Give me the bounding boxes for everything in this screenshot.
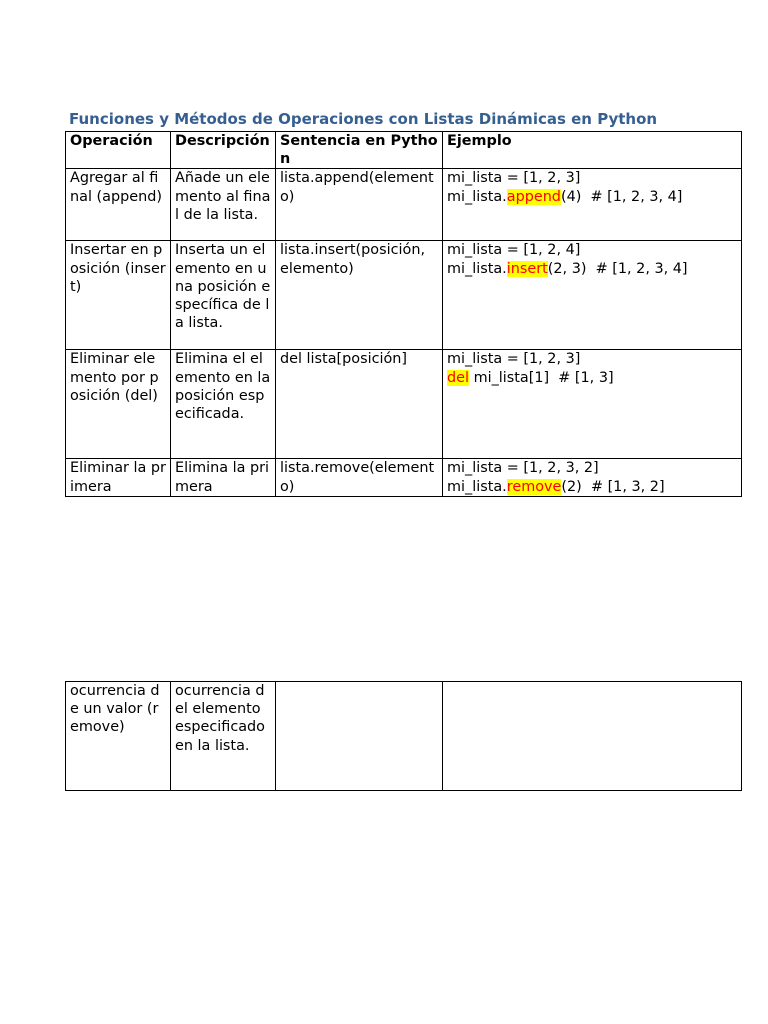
cell-example bbox=[443, 459, 742, 496]
example-suffix: (4) # [1, 2, 3, 4] bbox=[560, 188, 683, 205]
cell-example bbox=[443, 682, 742, 791]
example-prefix: mi_lista. bbox=[447, 188, 507, 205]
example-line: mi_lista = [1, 2, 3, 2] bbox=[447, 460, 599, 477]
operations-table-continued bbox=[65, 681, 742, 791]
table-row bbox=[66, 459, 742, 496]
table-row bbox=[66, 350, 742, 459]
highlighted-keyword: del bbox=[447, 369, 469, 386]
highlighted-keyword: append bbox=[506, 188, 561, 205]
cell-description: Inserta un elemento en una posición específica de la lista. bbox=[171, 241, 276, 350]
cell-operation: Insertar en posición (insert) bbox=[66, 241, 171, 350]
cell-statement: lista.append(elemento) bbox=[276, 169, 443, 241]
cell-example bbox=[443, 169, 742, 241]
cell-description: Elimina la primera bbox=[171, 459, 276, 496]
document-title: Funciones y Métodos de Operaciones con Listas Dinámicas en Python bbox=[69, 110, 658, 128]
cell-operation: Eliminar la primera bbox=[66, 459, 171, 496]
example-line: mi_lista = [1, 2, 3] bbox=[447, 351, 581, 368]
table-row bbox=[66, 241, 742, 350]
example-prefix: mi_lista. bbox=[447, 478, 507, 495]
cell-example bbox=[443, 241, 742, 350]
cell-operation: ocurrencia de un valor (remove) bbox=[66, 682, 171, 791]
highlighted-keyword: remove bbox=[506, 478, 562, 495]
cell-description: Elimina el elemento en la posición especificada. bbox=[171, 350, 276, 459]
cell-statement: lista.remove(elemento) bbox=[276, 459, 443, 496]
header-statement: Sentencia en Python bbox=[276, 132, 443, 169]
cell-description: ocurrencia del elemento especificado en la lista. bbox=[171, 682, 276, 791]
highlighted-keyword: insert bbox=[506, 260, 548, 277]
example-line: mi_lista = [1, 2, 3] bbox=[447, 170, 581, 187]
cell-statement bbox=[276, 682, 443, 791]
header-example: Ejemplo bbox=[443, 132, 742, 169]
example-suffix: (2) # [1, 3, 2] bbox=[561, 478, 665, 495]
cell-description: Añade un elemento al final de la lista. bbox=[171, 169, 276, 241]
example-line: mi_lista = [1, 2, 4] bbox=[447, 242, 581, 259]
example-suffix: (2, 3) # [1, 2, 3, 4] bbox=[547, 260, 688, 277]
cell-operation: Eliminar elemento por posición (del) bbox=[66, 350, 171, 459]
cell-statement: lista.insert(posición, elemento) bbox=[276, 241, 443, 350]
example-suffix: mi_lista[1] # [1, 3] bbox=[469, 369, 614, 386]
table-row bbox=[66, 682, 742, 791]
header-operation: Operación bbox=[66, 132, 171, 169]
operations-table bbox=[65, 131, 742, 497]
cell-operation: Agregar al final (append) bbox=[66, 169, 171, 241]
header-description: Descripción bbox=[171, 132, 276, 169]
example-prefix: mi_lista. bbox=[447, 260, 507, 277]
cell-example bbox=[443, 350, 742, 459]
cell-statement: del lista[posición] bbox=[276, 350, 443, 459]
table-row bbox=[66, 169, 742, 241]
table-header-row bbox=[66, 132, 742, 169]
